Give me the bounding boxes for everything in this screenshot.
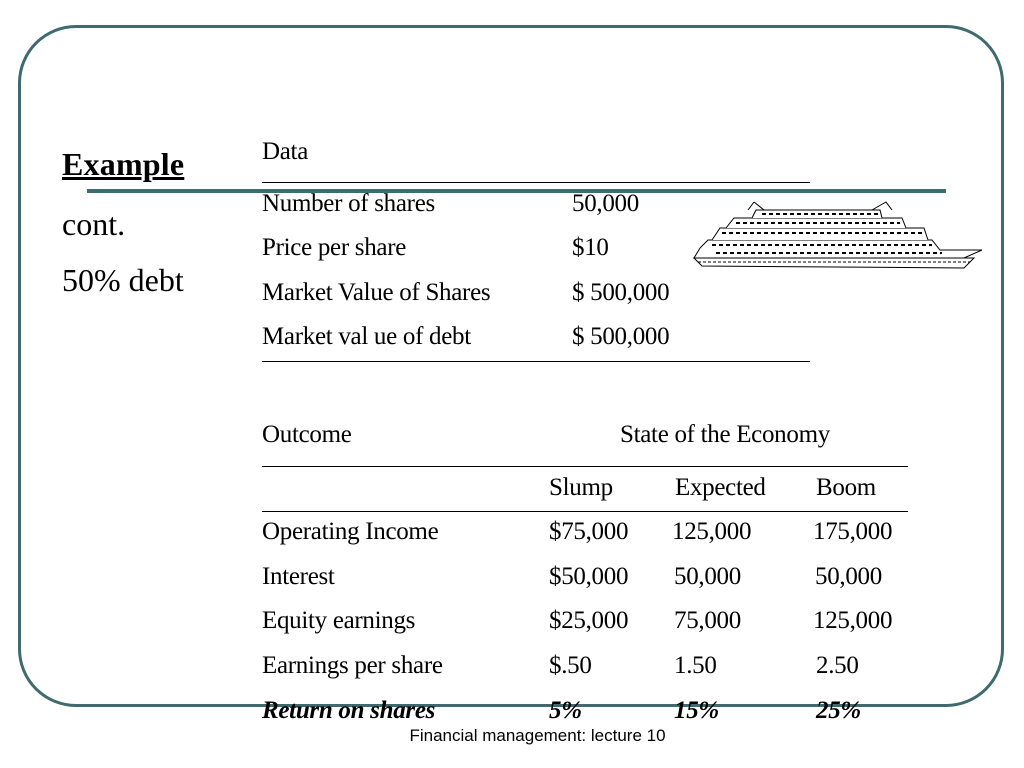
cruise-ship-icon [692, 200, 984, 274]
data-bottom-line [262, 361, 810, 362]
cell-interest-boom: 50,000 [815, 563, 882, 590]
outcome-header-line [262, 511, 908, 512]
economy-header: State of the Economy [620, 421, 830, 448]
data-label-price: Price per share [262, 234, 407, 261]
cell-equity-earnings-boom: 125,000 [813, 607, 893, 634]
cell-return-slump: 5% [549, 697, 582, 724]
cell-eps-expected: 1.50 [674, 652, 717, 679]
row-label-operating-income: Operating Income [262, 518, 439, 545]
data-heading: Data [262, 138, 308, 165]
subtitle-debt: 50% debt [62, 262, 184, 298]
subtitle-cont: cont. [62, 206, 126, 242]
col-slump: Slump [549, 474, 613, 501]
data-top-line [262, 182, 810, 183]
cell-interest-slump: $50,000 [549, 563, 629, 590]
slide-title: Example [62, 146, 185, 182]
data-value-shares: 50,000 [572, 190, 639, 217]
cell-interest-expected: 50,000 [674, 563, 741, 590]
row-label-eps: Earnings per share [262, 652, 443, 679]
data-label-shares: Number of shares [262, 190, 435, 217]
data-value-market-value-debt: $ 500,000 [572, 323, 670, 350]
slide-frame [18, 25, 1004, 707]
cell-eps-slump: $.50 [549, 652, 592, 679]
outcome-header: Outcome [262, 421, 352, 448]
title-rule [87, 189, 946, 193]
row-label-return: Return on shares [262, 697, 436, 724]
col-boom: Boom [816, 474, 876, 501]
col-expected: Expected [675, 474, 766, 501]
cell-equity-earnings-slump: $25,000 [549, 607, 629, 634]
footer-text: Financial management: lecture 10 [409, 726, 666, 745]
cell-eps-boom: 2.50 [816, 652, 859, 679]
cell-return-boom: 25% [816, 697, 861, 724]
row-label-interest: Interest [262, 563, 335, 590]
outcome-top-line [262, 466, 908, 467]
cell-return-expected: 15% [674, 697, 719, 724]
data-value-market-value-shares: $ 500,000 [572, 279, 670, 306]
cell-operating-income-boom: 175,000 [813, 518, 893, 545]
cell-equity-earnings-expected: 75,000 [674, 607, 741, 634]
cell-operating-income-expected: 125,000 [672, 518, 752, 545]
row-label-equity-earnings: Equity earnings [262, 607, 416, 634]
data-label-market-value-debt: Market val ue of debt [262, 323, 471, 350]
data-value-price: $10 [572, 234, 609, 261]
cell-operating-income-slump: $75,000 [549, 518, 629, 545]
data-label-market-value-shares: Market Value of Shares [262, 279, 491, 306]
